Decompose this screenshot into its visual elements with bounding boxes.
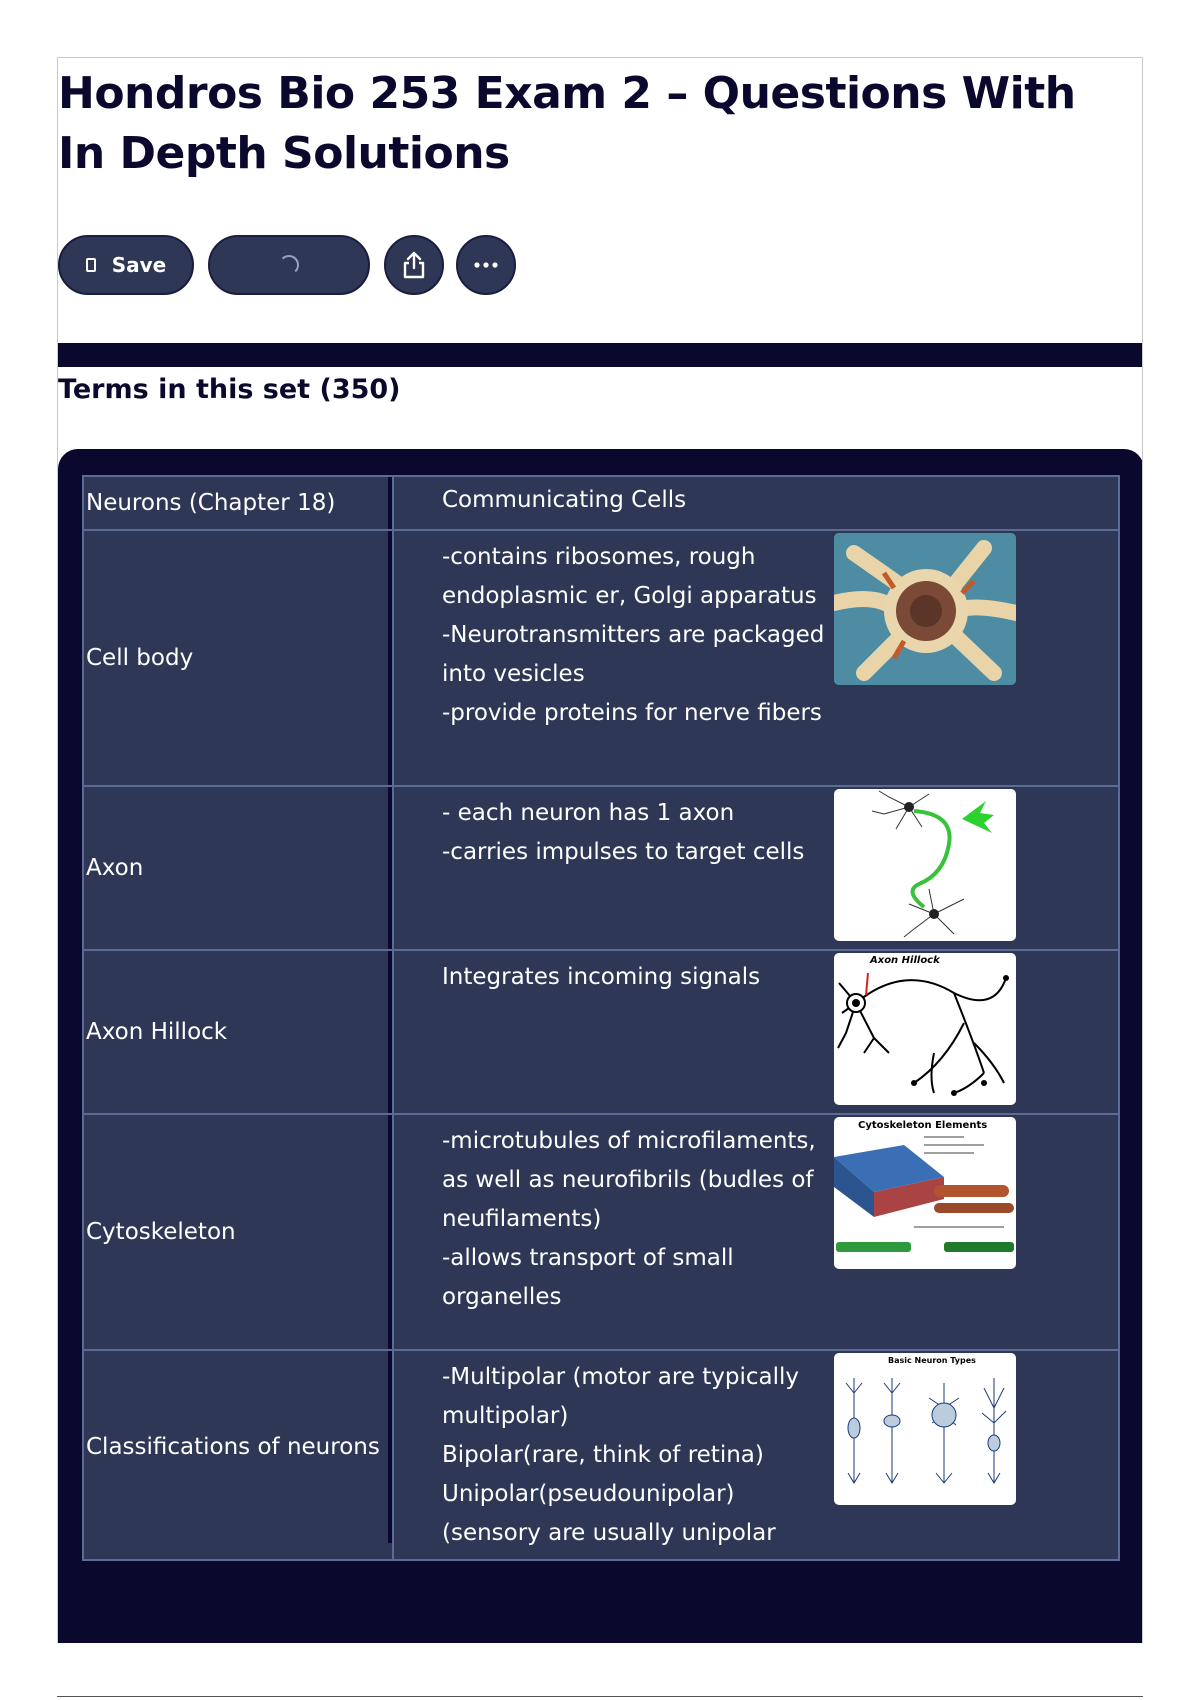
term-cell [83,530,393,786]
definition-text: -microtubules of microfilaments, as well as neurofibrils (budles of neufilaments) -allows transport of small organelles [442,1128,816,1310]
definition-cell [393,530,1119,786]
term-cell [83,950,393,1114]
term-cell [83,1114,393,1350]
definition-cell [393,786,1119,950]
definition-text: - each neuron has 1 axon -carries impulses to target cells [442,800,805,865]
neuron-model-image[interactable] [834,533,1016,685]
term-cell [83,476,393,530]
share-icon [401,251,427,279]
table-row[interactable] [83,950,1119,1114]
definition-cell [393,1114,1119,1350]
term-text: Classifications of neurons [84,1351,392,1543]
terms-card [58,449,1143,1643]
term-text: Axon Hillock [84,951,392,1113]
definition-cell [393,476,1119,530]
table-row[interactable] [83,1350,1119,1560]
svg-text:Basic Neuron Types: Basic Neuron Types [888,1356,976,1365]
divider-bar [58,343,1142,367]
terms-count-heading: Terms in this set (350) [58,374,401,405]
definition-cell [393,1350,1119,1560]
term-cell [83,786,393,950]
table-row[interactable] [83,530,1119,786]
svg-text:Axon Hillock: Axon Hillock [870,955,940,966]
save-label: Save [111,253,167,277]
definition-text: Communicating Cells [442,487,687,513]
axon-hillock-image[interactable] [834,953,1016,1105]
neuron-types-image[interactable] [834,1353,1016,1505]
axon-diagram-image[interactable] [834,789,1016,941]
table-row[interactable] [83,1114,1119,1350]
loading-spinner-icon [279,255,299,275]
definition-cell [393,950,1119,1114]
svg-text:Cytoskeleton Elements: Cytoskeleton Elements [858,1120,988,1131]
definition-text: -Multipolar (motor are typically multipolar) Bipolar(rare, think of retina) Unipolar(pseudounipolar) (sensory are usually unipolar [442,1364,800,1546]
page-title: Hondros Bio 253 Exam 2 – Questions With In Depth Solutions [58,68,1076,179]
definition-text: -contains ribosomes, rough endoplasmic er, Golgi apparatus -Neurotransmitters are packaged into vesicles -provide proteins for nerve fibers [442,544,825,726]
table-header-row [83,476,1119,530]
term-text: Cell body [84,531,392,785]
more-dots-icon [473,261,499,269]
save-button[interactable] [58,235,194,295]
study-set-page [57,57,1143,1643]
bookmark-icon [86,258,96,272]
term-text: Axon [84,787,392,949]
term-cell [83,1350,393,1560]
definition-text: Integrates incoming signals [442,964,761,990]
share-button[interactable] [384,235,444,295]
cytoskeleton-image[interactable] [834,1117,1016,1269]
term-text: Neurons (Chapter 18) [84,477,392,529]
table-row[interactable] [83,786,1119,950]
term-text: Cytoskeleton [84,1115,392,1349]
terms-table [82,475,1120,1561]
loading-button[interactable] [208,235,370,295]
more-options-button[interactable] [456,235,516,295]
footer-rule [57,1696,1143,1697]
